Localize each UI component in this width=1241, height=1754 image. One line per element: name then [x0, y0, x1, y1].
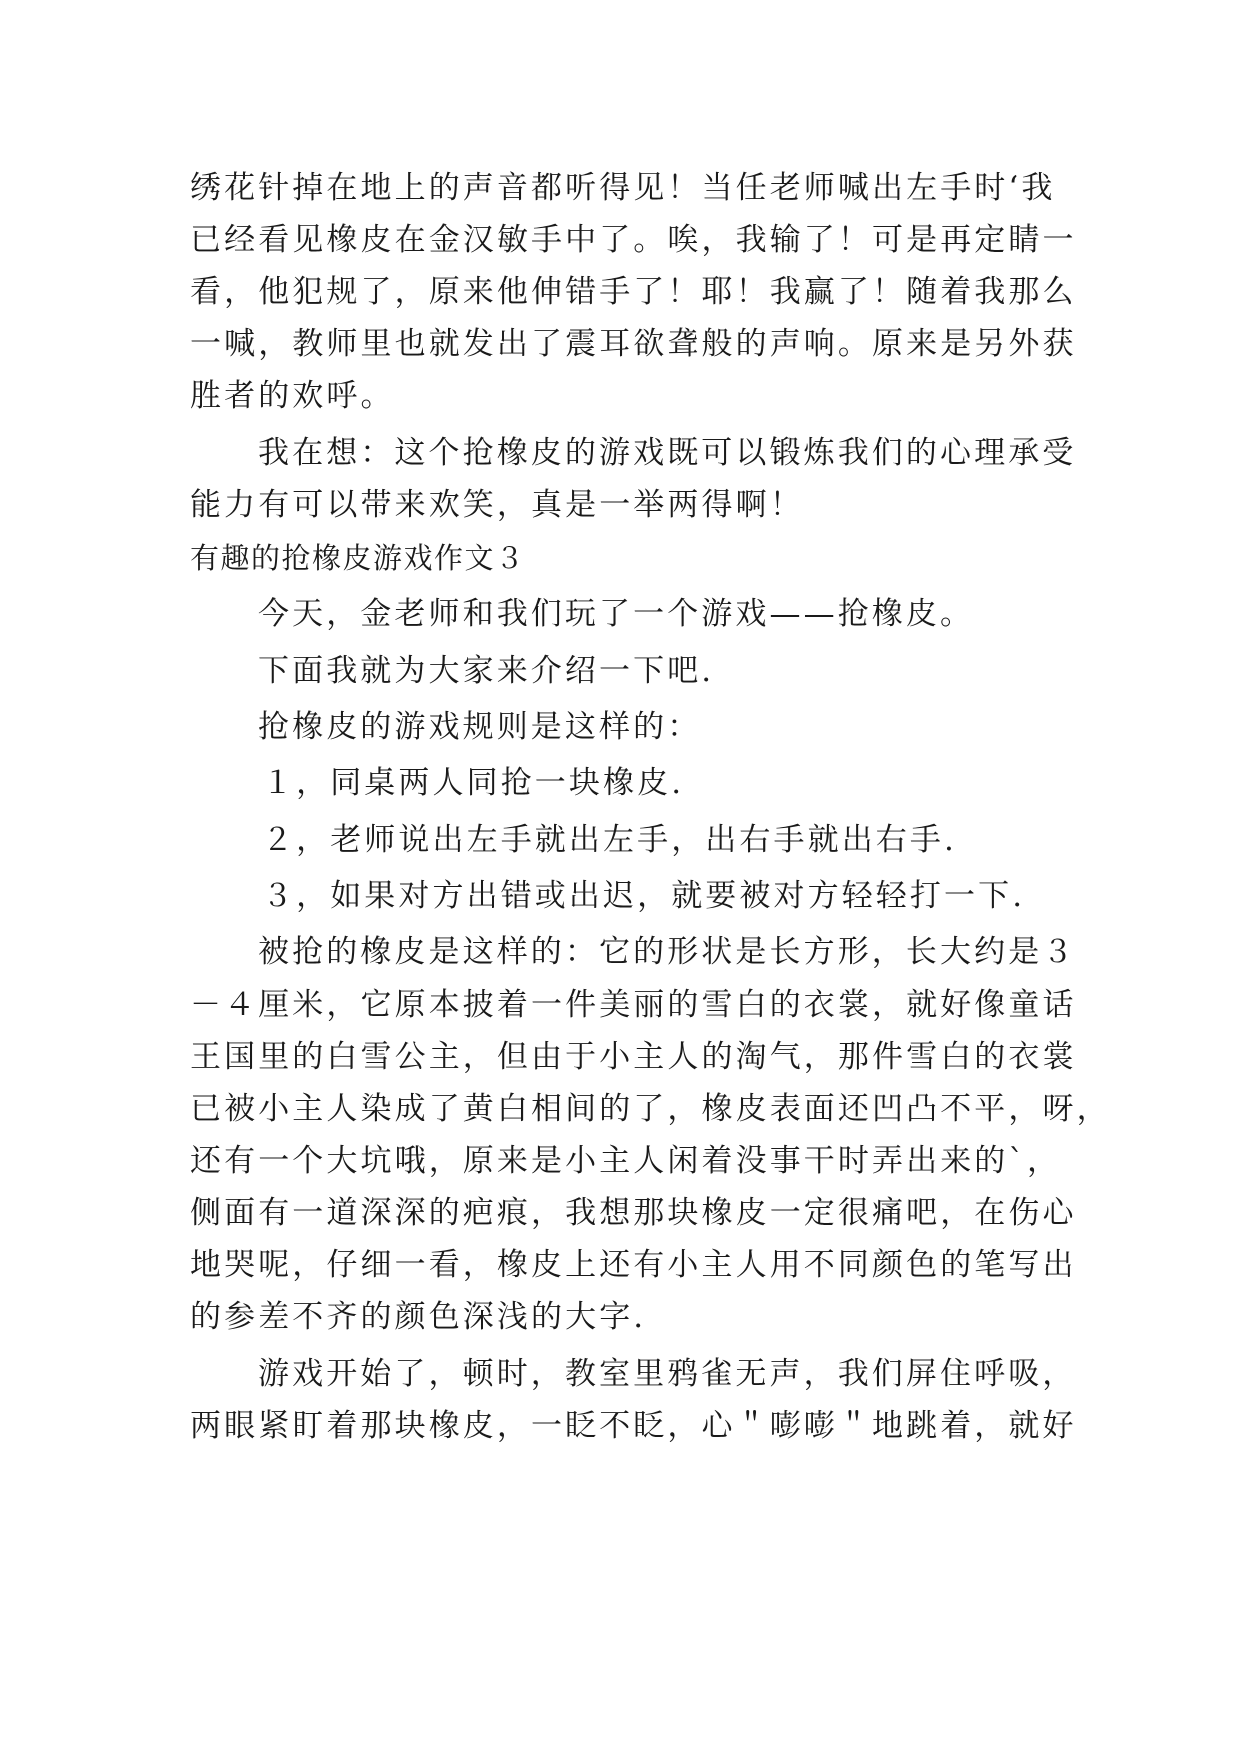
paragraph-line: 两眼紧盯着那块橡皮，一眨不眨，心＂嘭嘭＂地跳着，就好 [190, 1408, 1077, 1444]
list-item: ３，如果对方出错或出迟，就要被对方轻轻打一下. [262, 878, 1026, 914]
list-item: １，同桌两人同抢一块橡皮. [262, 765, 685, 801]
paragraph-line: 看，他犯规了，原来他伸错手了！耶！我赢了！随着我那么 [190, 274, 1077, 310]
paragraph-line: 绣花针掉在地上的声音都听得见！当任老师喊出左手时‘我 [190, 170, 1056, 206]
section-heading: 有趣的抢橡皮游戏作文３ [190, 541, 526, 575]
paragraph-line: 今天，金老师和我们玩了一个游戏——抢橡皮。 [258, 596, 975, 632]
paragraph-line: 被抢的橡皮是这样的：它的形状是长方形，长大约是３ [258, 934, 1077, 970]
paragraph-line: －４厘米，它原本披着一件美丽的雪白的衣裳，就好像童话 [190, 987, 1077, 1023]
paragraph-line: 抢橡皮的游戏规则是这样的： [258, 709, 702, 745]
paragraph-line: 能力有可以带来欢笑，真是一举两得啊！ [190, 487, 804, 523]
paragraph-line: 侧面有一道深深的疤痕，我想那块橡皮一定很痛吧，在伤心 [190, 1195, 1077, 1231]
paragraph-line: 的参差不齐的颜色深浅的大字. [190, 1299, 647, 1335]
paragraph-line: 一喊，教师里也就发出了震耳欲聋般的声响。原来是另外获 [190, 326, 1077, 362]
paragraph-line: 下面我就为大家来介绍一下吧. [258, 653, 715, 689]
list-item: ２，老师说出左手就出左手，出右手就出右手. [262, 822, 957, 858]
paragraph-line: 还有一个大坑哦，原来是小主人闲着没事干时弄出来的`， [190, 1143, 1062, 1179]
paragraph-line: 地哭呢，仔细一看，橡皮上还有小主人用不同颜色的笔写出 [190, 1247, 1077, 1283]
paragraph-line: 已被小主人染成了黄白相间的了，橡皮表面还凹凸不平，呀， [190, 1091, 1111, 1127]
paragraph-line: 已经看见橡皮在金汉敏手中了。唉，我输了！可是再定睛一 [190, 222, 1077, 258]
paragraph-line: 胜者的欢呼。 [190, 378, 395, 414]
paragraph-line: 王国里的白雪公主，但由于小主人的淘气，那件雪白的衣裳 [190, 1039, 1077, 1075]
paragraph-line: 我在想：这个抢橡皮的游戏既可以锻炼我们的心理承受 [258, 435, 1077, 471]
paragraph-line: 游戏开始了，顿时，教室里鸦雀无声，我们屏住呼吸， [258, 1356, 1077, 1392]
